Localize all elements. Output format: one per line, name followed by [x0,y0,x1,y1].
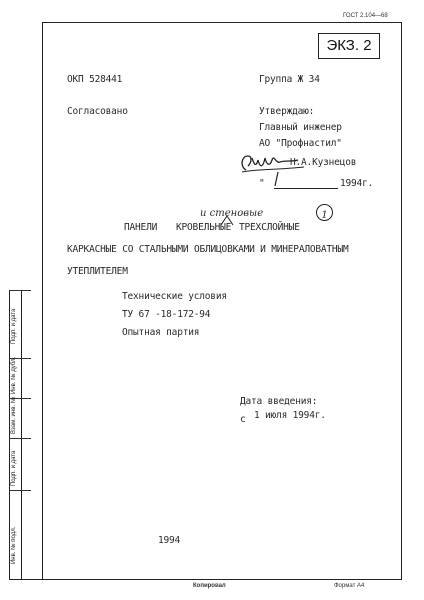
footer-format: Формат А4 [334,583,365,589]
copy-stamp: ЭКЗ. 2 [318,33,380,59]
frame-bottom [9,579,402,580]
date-quote: " [259,178,265,189]
circled-number-text: 1 [321,210,328,221]
frame-top [42,22,402,23]
document-year: 1994 [158,535,181,546]
title-word-panels: ПАНЕЛИ [124,222,158,233]
standard-reference: ГОСТ 2.104—68 [343,13,388,19]
sidebar-replace-inv: Взам. инв. № [11,396,17,434]
intro-date: 1 июля 1994г. [254,410,326,421]
okp-code: ОКП 528441 [67,74,123,85]
group-code: Группа Ж 34 [259,74,320,85]
date-mark [270,170,282,188]
sidebar-divider [21,290,22,580]
position-label: Главный инженер [259,122,342,133]
title-word-roof: КРОВЕЛЬНЫЕ [176,222,232,233]
frame-left [42,22,43,580]
spec-number: ТУ 67 -18-172-94 [122,309,211,320]
spec-kind: Технические условия [122,291,227,302]
footer-copied: Копировал [193,583,226,589]
intro-label: Дата введения: [240,396,318,407]
sidebar-cell-4 [9,438,31,439]
spec-batch: Опытная партия [122,327,200,338]
intro-prefix: с [240,414,246,425]
circled-number [316,204,333,221]
title-word-three-layer: ТРЕХСЛОЙНЫЕ [239,222,300,233]
sidebar-inv-dup: Инв. № дубл. [11,356,17,394]
agreed-label: Согласовано [67,106,128,117]
sidebar-edge [9,290,10,580]
signer-name: Н.А.Кузнецов [290,157,357,168]
date-underline [274,188,338,189]
sidebar-inv-orig: Инв. № подл. [11,526,17,564]
frame-right [401,22,402,580]
sidebar-sign-date-2: Подп. и дата [11,450,17,486]
company-label: АО "Профнастил" [259,138,342,149]
sidebar-cell-1 [9,290,31,291]
sidebar-sign-date: Подп. и дата [11,308,17,344]
date-year: 1994г. [340,178,374,189]
approve-label: Утверждаю: [259,106,315,117]
title-line-2: КАРКАСНЫЕ СО СТАЛЬНЫМИ ОБЛИЦОВКАМИ И МИНЕРАЛОВАТНЫМ [67,244,349,255]
sidebar-cell-5 [9,490,31,491]
handwritten-insert: и стеновые [200,208,264,219]
title-line-3: УТЕПЛИТЕЛЕМ [67,266,128,277]
